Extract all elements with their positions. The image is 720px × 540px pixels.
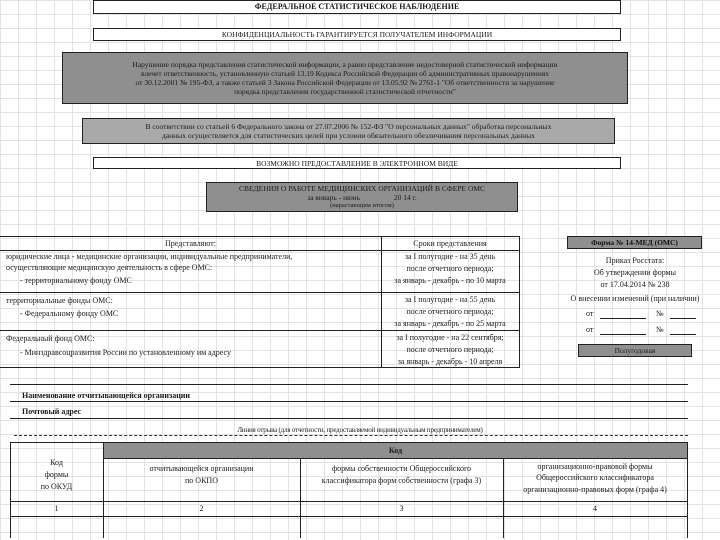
confidentiality-banner: КОНФИДЕНЦИАЛЬНОСТЬ ГАРАНТИРУЕТСЯ ПОЛУЧАТЕЛЕМ ИНФОРМАЦИИ	[93, 28, 621, 41]
form-code-header-line: Код	[50, 458, 63, 467]
row-who-line: - Федеральному фонду ОМС	[20, 309, 119, 318]
col-header-when: Сроки представления	[413, 239, 487, 248]
column-header-line: Общероссийского классификатора	[536, 473, 654, 482]
column-number: 1	[54, 504, 59, 513]
row-who-line: осуществляющие медицинскую деятельность в сфере ОМС:	[6, 263, 213, 272]
column-number: 4	[593, 504, 597, 513]
column-header-line: организационно-правовых форм (графа 4)	[523, 485, 667, 494]
row-who-line: - территориальному фонду ОМС	[20, 276, 132, 285]
row-when-line: за I полугодие - на 55 день	[404, 295, 496, 304]
row-when-line: после отчетного периода;	[406, 264, 494, 273]
row-when-line: за I полугодие - на 35 день	[404, 252, 496, 261]
electronic-submission-banner: ВОЗМОЖНО ПРЕДОСТАВЛЕНИЕ В ЭЛЕКТРОННОМ ВИДЕ	[93, 157, 621, 169]
number-label: №	[656, 309, 664, 318]
column-header-line: организационно-правовой формы	[537, 462, 653, 471]
column-header-line: отчитывающейся организации	[149, 464, 254, 473]
date-blank[interactable]	[600, 334, 646, 335]
form-title: ФЕДЕРАЛЬНОЕ СТАТИСТИЧЕСКОЕ НАБЛЮДЕНИЕ	[93, 0, 621, 14]
form-code-header-line: формы	[44, 470, 69, 479]
row-when-line: за январь - декабрь - 10 апреля	[397, 357, 503, 366]
order-line: О внесении изменений (при наличии)	[570, 294, 700, 303]
report-title: СВЕДЕНИЯ О РАБОТЕ МЕДИЦИНСКИХ ОРГАНИЗАЦИЙ В СФЕРЕ ОМС	[238, 184, 486, 194]
warning-line: от 30.12.2001 № 195-ФЗ, а также статьей 3 Закона Российской Федерации от 13.05.92 № 2761-1 "Об ответственности за нарушение	[135, 78, 555, 87]
order-line: Приказ Росстата:	[605, 256, 665, 265]
row-when-line: за I полугодие - на 22 сентября;	[396, 333, 504, 342]
row-when-line: после отчетного периода;	[406, 345, 494, 354]
address-label: Почтовый адрес	[22, 407, 82, 416]
order-line: Об утверждении формы	[593, 268, 677, 277]
row-when-line: за январь - декабрь - по 10 марта	[394, 276, 506, 285]
date-blank[interactable]	[600, 318, 646, 319]
form-code-header-line: по ОКУД	[40, 482, 73, 491]
column-number: 3	[399, 504, 404, 513]
org-name-label: Наименование отчитывающейся организации	[22, 391, 191, 400]
legal-warning	[62, 52, 628, 104]
periodicity-badge: Полугодовая	[578, 344, 692, 357]
warning-line: влечет ответственность, установленную статьей 13.19 Кодекса Российской Федерации об административных правонарушениях	[140, 69, 550, 78]
form-number: Форма № 14-МЕД (ОМС)	[567, 236, 702, 249]
report-period-note: (нарастающим итогом)	[330, 202, 394, 210]
row-who-line: юридические лица - медицинские организации, индивидуальные предприниматели,	[6, 252, 293, 261]
row-who-line: - Минздравсоцразвития России по установленному им адресу	[20, 348, 231, 357]
column-header-line: формы собственности Общероссийского	[331, 464, 472, 473]
column-header-line: классификатора форм собственности (графа 3)	[321, 476, 482, 485]
report-period: за январь - июнь 20 14 г.	[307, 193, 417, 203]
personal-data-line: данных осуществляется для статистических целей при условии обязательного обезличивания персональных данных	[161, 131, 535, 140]
column-number: 2	[199, 504, 204, 513]
from-label: от	[586, 309, 594, 318]
warning-line: Нарушение порядка представления статистической информации, а равно представление недостоверной статистической информации	[132, 60, 558, 69]
column-header-line: по ОКПО	[185, 476, 218, 485]
order-line: от 17.04.2014 № 238	[600, 280, 670, 289]
codes-table	[10, 442, 688, 538]
report-title-block	[206, 182, 518, 212]
number-blank[interactable]	[670, 334, 696, 335]
personal-data-line: В соответствии со статьей 6 Федерального закона от 27.07.2006 № 152-ФЗ "О персональных данных" обработка персональных	[145, 122, 552, 131]
warning-line: порядка представления государственной статистической отчетности"	[234, 87, 456, 96]
tear-line-caption: Линия отрыва (для отчетности, предоставляемой индивидуальным предпринимателем)	[237, 426, 483, 434]
code-header: Код	[104, 443, 687, 458]
col-header-who: Представляют:	[165, 239, 216, 248]
row-who-line: территориальные фонды ОМС:	[6, 296, 113, 305]
tear-line	[14, 435, 688, 436]
from-label: от	[586, 325, 594, 334]
submission-table	[0, 236, 520, 368]
row-who-line: Федеральный фонд ОМС:	[6, 334, 95, 343]
org-name-field[interactable]	[10, 401, 688, 402]
number-label: №	[656, 325, 664, 334]
row-when-line: после отчетного периода;	[406, 307, 494, 316]
row-when-line: за январь - декабрь - по 25 марта	[394, 319, 506, 328]
personal-data-notice	[82, 118, 615, 144]
address-field[interactable]	[10, 418, 688, 419]
number-blank[interactable]	[670, 318, 696, 319]
